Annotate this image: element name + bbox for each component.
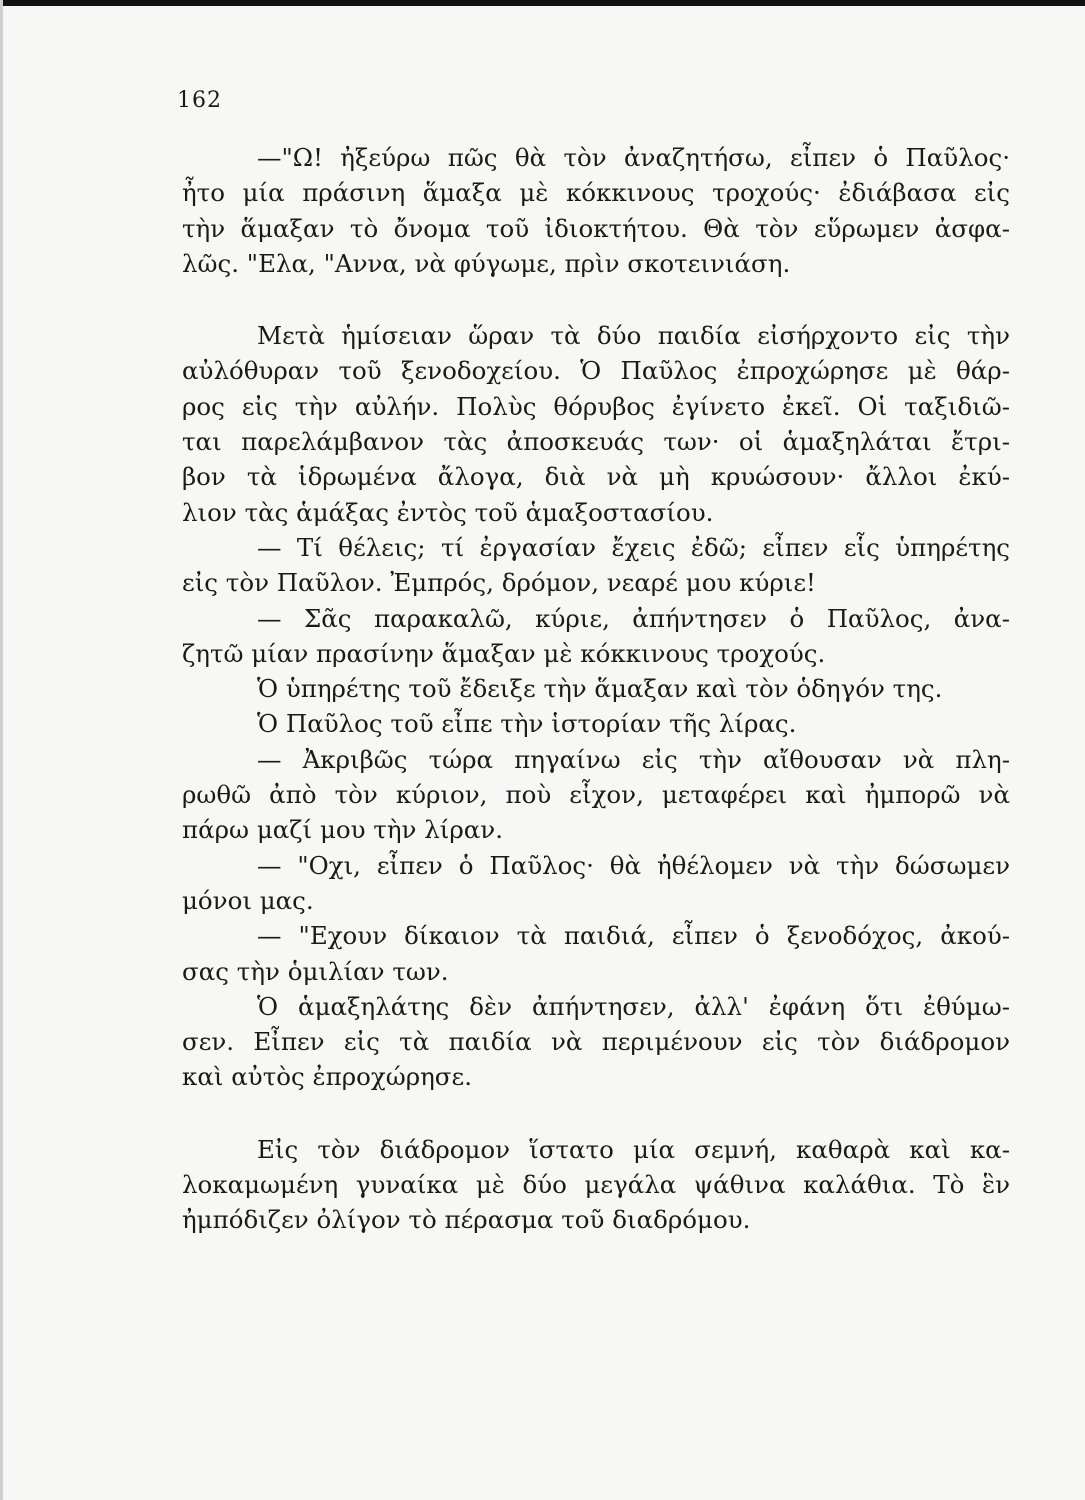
text-line: τὴν ἅμαξαν τὸ ὄνομα τοῦ ἰδιοκτήτου. Θὰ τὸν εὕρωμεν ἀσφα- xyxy=(182,213,1010,243)
page-number: 162 xyxy=(177,88,222,113)
section-gap xyxy=(182,281,1010,318)
paragraph xyxy=(182,530,1010,601)
paragraph xyxy=(182,706,1010,741)
text-line: ζητῶ μίαν πρασίνην ἅμαξαν μὲ κόκκινους τροχούς. xyxy=(182,638,826,668)
text-line: μόνοι μας. xyxy=(182,885,314,915)
text-line: Ὁ Παῦλος τοῦ εἶπε τὴν ἱστορίαν τῆς λίρας. xyxy=(257,709,797,739)
scan-left-edge xyxy=(0,0,3,1500)
text-line: σας τὴν ὁμιλίαν των. xyxy=(182,956,449,986)
paragraph xyxy=(182,318,1010,530)
text-line: Μετὰ ἡμίσειαν ὥραν τὰ δύο παιδία εἰσήρχοντο εἰς τὴν xyxy=(257,321,1010,351)
text-line: — "Εχουν δίκαιον τὰ παιδιά, εἶπεν ὁ ξενοδόχος, ἀκού- xyxy=(257,921,1010,951)
text-line: ἠμπόδιζεν ὀλίγον τὸ πέρασμα τοῦ διαδρόμου. xyxy=(182,1205,751,1235)
text-line: βον τὰ ἱδρωμένα ἄλογα, διὰ νὰ μὴ κρυώσουν· ἄλλοι ἐκύ- xyxy=(182,462,1010,492)
text-line: λῶς. "Ελα, "Αννα, νὰ φύγωμε, πρὶν σκοτεινιάση. xyxy=(182,248,791,278)
text-line: λιον τὰς ἁμάξας ἐντὸς τοῦ ἁμαξοστασίου. xyxy=(182,497,714,527)
text-line: — Σᾶς παρακαλῶ, κύριε, ἀπήντησεν ὁ Παῦλος, ἀνα- xyxy=(257,603,1010,633)
section-gap xyxy=(182,1095,1010,1132)
text-line: — Τί θέλεις; τί ἐργασίαν ἔχεις ἐδῶ; εἶπεν εἷς ὑπηρέτης xyxy=(257,532,1010,562)
text-line: Ὁ ἁμαξηλάτης δὲν ἀπήντησεν, ἀλλ' ἐφάνη ὅτι ἐθύμω- xyxy=(257,991,1010,1021)
paragraph xyxy=(182,671,1010,706)
paragraph xyxy=(182,989,1010,1095)
text-line: πάρω μαζί μου τὴν λίραν. xyxy=(182,815,503,845)
text-line: — Ἀκριβῶς τώρα πηγαίνω εἰς τὴν αἴθουσαν νὰ πλη- xyxy=(257,744,1010,774)
text-line: Ὁ ὑπηρέτης τοῦ ἔδειξε τὴν ἅμαξαν καὶ τὸν ὁδηγόν της. xyxy=(257,674,943,704)
text-line: Εἰς τὸν διάδρομον ἵστατο μία σεμνή, καθαρὰ καὶ κα- xyxy=(257,1134,1010,1164)
body-text xyxy=(182,140,1010,1238)
text-line: — "Οχι, εἶπεν ὁ Παῦλος· θὰ ἠθέλομεν νὰ τὴν δώσωμεν xyxy=(257,850,1010,880)
text-line: ρωθῶ ἀπὸ τὸν κύριον, ποὺ εἶχον, μεταφέρει καὶ ἠμπορῶ νὰ xyxy=(182,780,1010,810)
text-line: καὶ αὐτὸς ἐπροχώρησε. xyxy=(182,1062,473,1092)
scan-top-edge xyxy=(0,0,1085,6)
text-line: εἰς τὸν Παῦλον. Ἐμπρός, δρόμον, νεαρέ μου κύριε! xyxy=(182,568,816,598)
paragraph xyxy=(182,601,1010,672)
text-line: λοκαμωμένη γυναίκα μὲ δύο μεγάλα ψάθινα καλάθια. Τὸ ἓν xyxy=(182,1170,1010,1200)
text-line: ἦτο μία πράσινη ἅμαξα μὲ κόκκινους τροχούς· ἐδιάβασα εἰς xyxy=(182,178,1010,208)
text-line: ται παρελάμβανον τὰς ἀποσκευάς των· οἱ ἁμαξηλάται ἔτρι- xyxy=(182,427,1010,457)
text-line: ρος εἰς τὴν αὐλήν. Πολὺς θόρυβος ἐγίνετο ἐκεῖ. Οἱ ταξιδιῶ- xyxy=(182,391,1010,421)
paragraph xyxy=(182,140,1010,281)
paragraph xyxy=(182,918,1010,989)
text-line: —"Ω! ἠξεύρω πῶς θὰ τὸν ἀναζητήσω, εἶπεν ὁ Παῦλος· xyxy=(257,143,1010,172)
paragraph xyxy=(182,742,1010,848)
paragraph xyxy=(182,848,1010,919)
paragraph xyxy=(182,1132,1010,1238)
text-line: σεν. Εἶπεν εἰς τὰ παιδία νὰ περιμένουν εἰς τὸν διάδρομον xyxy=(182,1027,1010,1057)
text-line: αὐλόθυραν τοῦ ξενοδοχείου. Ὁ Παῦλος ἐπροχώρησε μὲ θάρ- xyxy=(182,356,1010,386)
